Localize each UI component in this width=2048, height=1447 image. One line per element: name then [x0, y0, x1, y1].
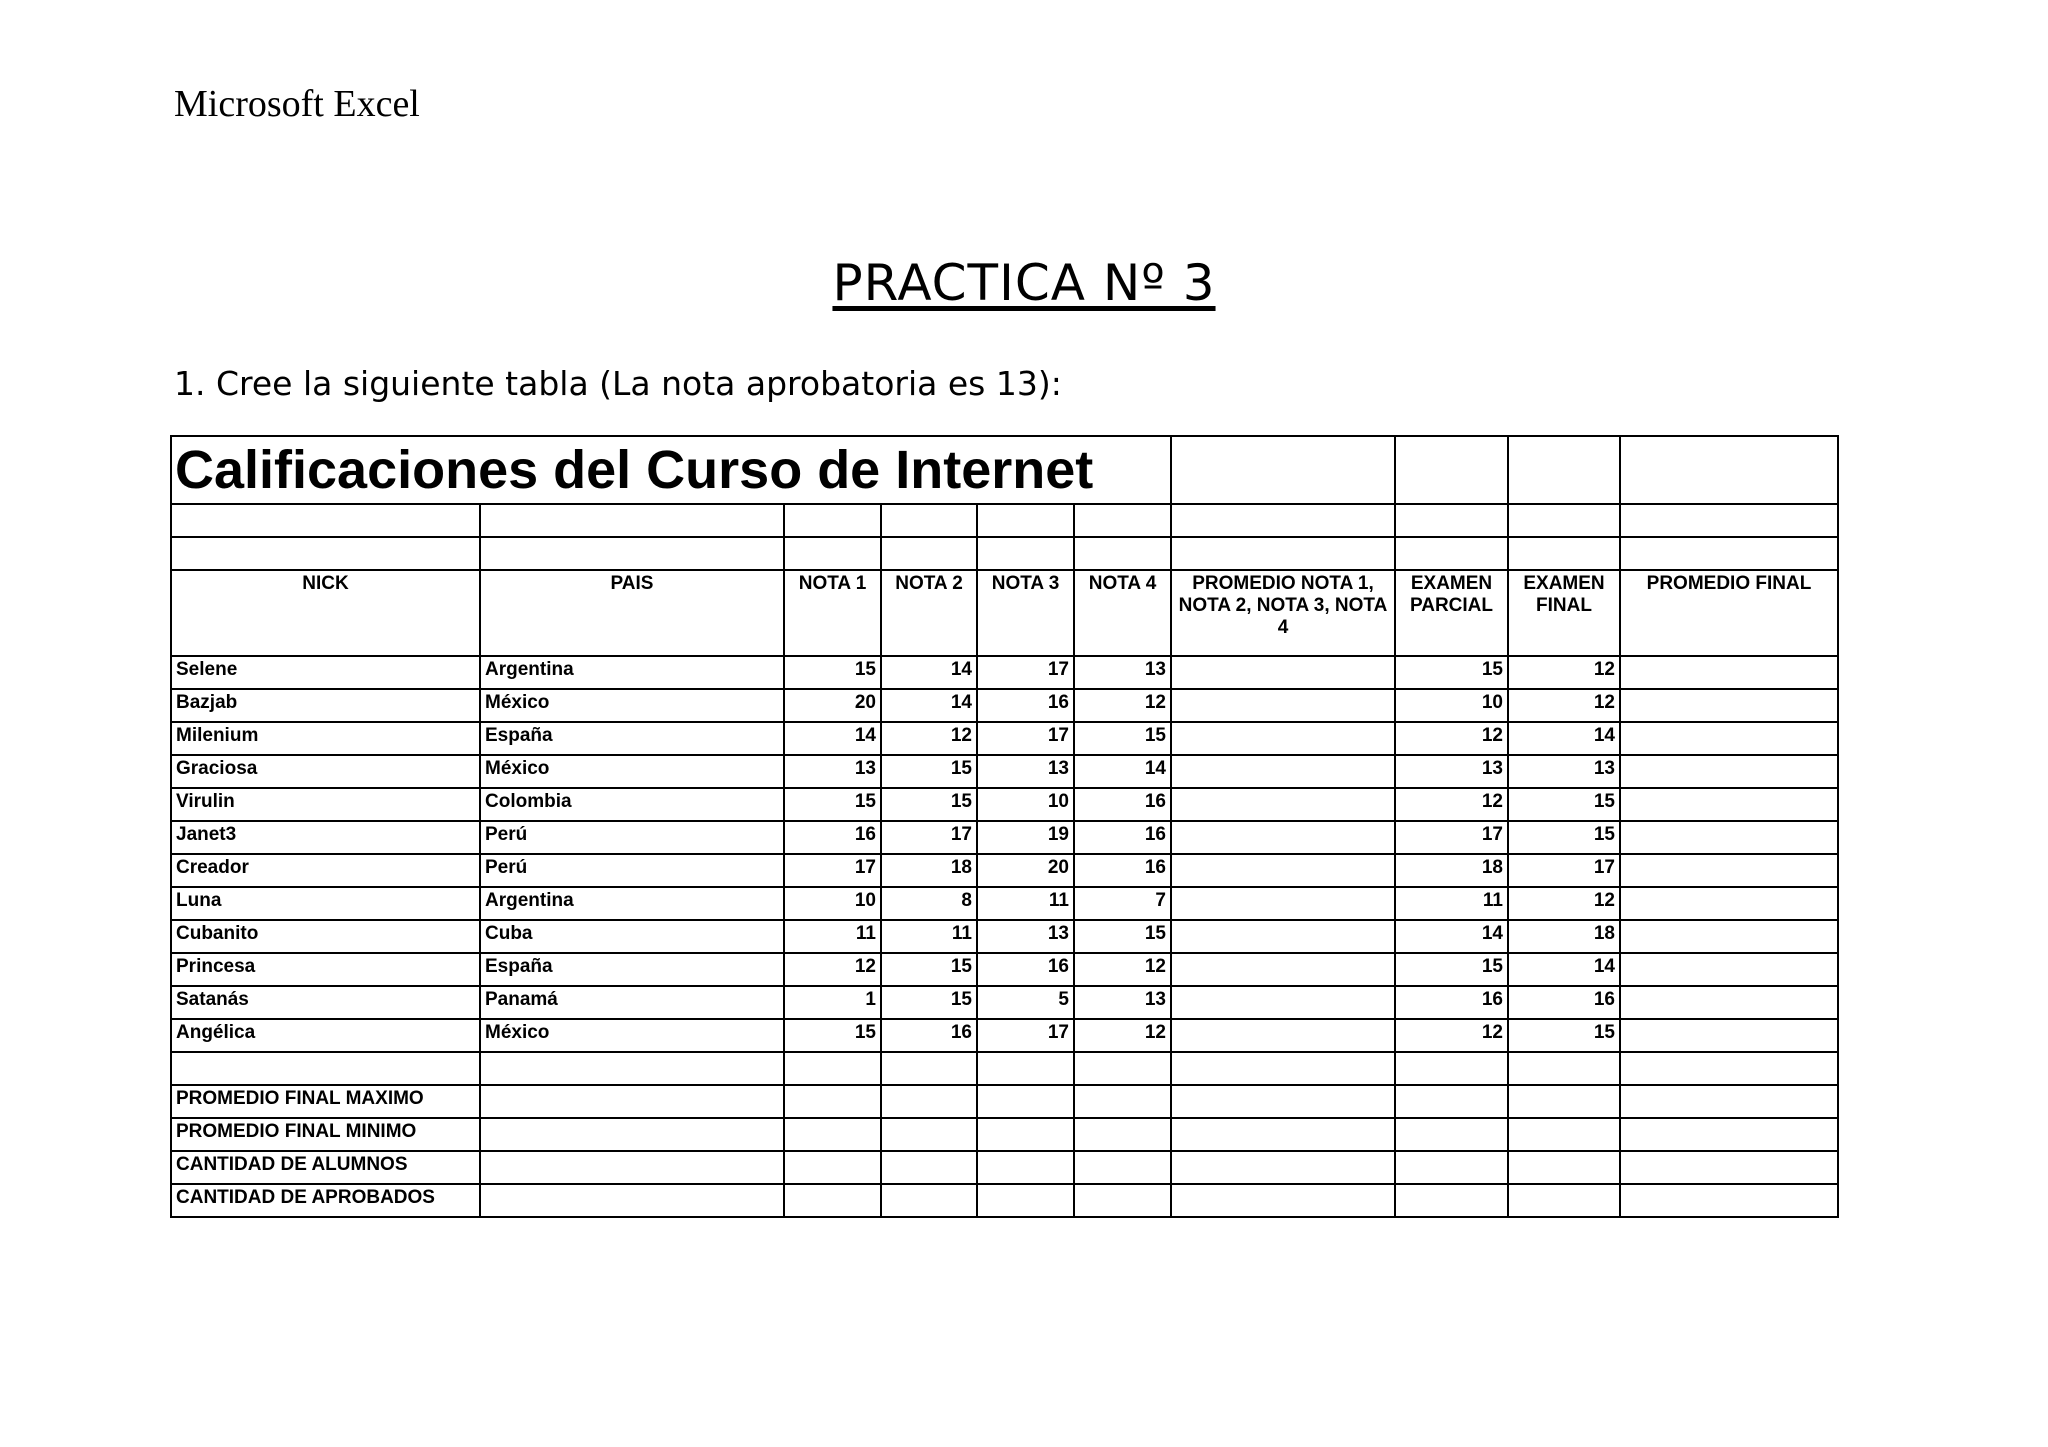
table-row	[171, 1019, 1838, 1052]
cell-examen-final[interactable]: 17	[1508, 854, 1620, 887]
header-examen-final[interactable]: EXAMEN FINAL	[1508, 570, 1620, 656]
cell-examen-final[interactable]: 15	[1508, 821, 1620, 854]
summary-label[interactable]: CANTIDAD DE APROBADOS	[171, 1184, 480, 1217]
table-cell[interactable]	[1074, 504, 1171, 537]
cell-nota2[interactable]: 15	[881, 755, 977, 788]
cell-nota2[interactable]: 15	[881, 953, 977, 986]
table-cell[interactable]	[1508, 1184, 1620, 1217]
header-nick[interactable]: NICK	[171, 570, 480, 656]
cell-promedio-notas[interactable]	[1171, 953, 1395, 986]
table-cell[interactable]	[1171, 1184, 1395, 1217]
table-cell[interactable]	[1171, 1052, 1395, 1085]
table-cell[interactable]	[1171, 1118, 1395, 1151]
table-row	[171, 854, 1838, 887]
cell-pais[interactable]: Colombia	[480, 788, 784, 821]
table-cell[interactable]	[1395, 1085, 1508, 1118]
table-cell[interactable]	[480, 1151, 784, 1184]
cell-nota3[interactable]: 16	[977, 689, 1074, 722]
table-cell[interactable]	[1508, 537, 1620, 570]
cell-nota3[interactable]: 13	[977, 920, 1074, 953]
table-cell[interactable]	[1171, 537, 1395, 570]
cell-pais[interactable]: Panamá	[480, 986, 784, 1019]
cell-nota2[interactable]: 17	[881, 821, 977, 854]
cell-nota4[interactable]: 16	[1074, 788, 1171, 821]
cell-examen-parcial[interactable]: 12	[1395, 1019, 1508, 1052]
cell-nota4[interactable]: 13	[1074, 986, 1171, 1019]
table-cell[interactable]	[784, 504, 881, 537]
cell-nota4[interactable]: 12	[1074, 689, 1171, 722]
table-cell[interactable]	[881, 1085, 977, 1118]
cell-nota3[interactable]: 16	[977, 953, 1074, 986]
table-cell[interactable]	[881, 1184, 977, 1217]
cell-examen-final[interactable]: 14	[1508, 722, 1620, 755]
summary-row	[171, 1184, 1838, 1217]
cell-examen-parcial[interactable]: 12	[1395, 722, 1508, 755]
cell-promedio-notas[interactable]	[1171, 854, 1395, 887]
table-cell[interactable]	[784, 1085, 881, 1118]
table-cell[interactable]	[1074, 1118, 1171, 1151]
cell-pais[interactable]: Cuba	[480, 920, 784, 953]
cell-nota4[interactable]: 7	[1074, 887, 1171, 920]
cell-nick[interactable]: Janet3	[171, 821, 480, 854]
table-cell[interactable]	[977, 537, 1074, 570]
table-cell[interactable]	[977, 1151, 1074, 1184]
table-row	[171, 755, 1838, 788]
table-cell[interactable]	[1508, 1052, 1620, 1085]
cell-nota3[interactable]: 5	[977, 986, 1074, 1019]
table-cell[interactable]	[480, 1052, 784, 1085]
cell-promedio-final[interactable]	[1620, 920, 1838, 953]
cell-nota1[interactable]: 15	[784, 1019, 881, 1052]
cell-examen-parcial[interactable]: 10	[1395, 689, 1508, 722]
cell-pais[interactable]: España	[480, 953, 784, 986]
table-cell[interactable]	[1395, 1118, 1508, 1151]
cell-nick[interactable]: Bazjab	[171, 689, 480, 722]
table-cell[interactable]	[1171, 436, 1395, 504]
table-cell[interactable]	[1395, 1184, 1508, 1217]
header-examen-parcial[interactable]: EXAMEN PARCIAL	[1395, 570, 1508, 656]
table-cell[interactable]	[480, 504, 784, 537]
cell-pais[interactable]: México	[480, 755, 784, 788]
cell-examen-parcial[interactable]: 17	[1395, 821, 1508, 854]
cell-examen-final[interactable]: 15	[1508, 1019, 1620, 1052]
cell-nota4[interactable]: 16	[1074, 821, 1171, 854]
table-cell[interactable]	[1395, 436, 1508, 504]
cell-examen-final[interactable]: 13	[1508, 755, 1620, 788]
cell-promedio-notas[interactable]	[1171, 920, 1395, 953]
empty-row	[171, 537, 1838, 570]
table-row	[171, 821, 1838, 854]
cell-nota4[interactable]: 12	[1074, 1019, 1171, 1052]
cell-promedio-final[interactable]	[1620, 854, 1838, 887]
table-title[interactable]: Calificaciones del Curso de Internet	[171, 436, 1171, 504]
cell-nota1[interactable]: 15	[784, 788, 881, 821]
cell-nota1[interactable]: 16	[784, 821, 881, 854]
cell-promedio-final[interactable]	[1620, 986, 1838, 1019]
cell-examen-parcial[interactable]: 18	[1395, 854, 1508, 887]
cell-nota4[interactable]: 12	[1074, 953, 1171, 986]
table-cell[interactable]	[1620, 537, 1838, 570]
cell-promedio-final[interactable]	[1620, 722, 1838, 755]
header-nota1[interactable]: NOTA 1	[784, 570, 881, 656]
cell-examen-parcial[interactable]: 11	[1395, 887, 1508, 920]
cell-nota3[interactable]: 17	[977, 656, 1074, 689]
cell-nota4[interactable]: 16	[1074, 854, 1171, 887]
table-cell[interactable]	[1395, 1151, 1508, 1184]
table-row	[171, 656, 1838, 689]
cell-nick[interactable]: Virulin	[171, 788, 480, 821]
table-cell[interactable]	[1395, 537, 1508, 570]
cell-promedio-notas[interactable]	[1171, 788, 1395, 821]
instruction-text: 1. Cree la siguiente tabla (La nota aprobatoria es 13):	[174, 364, 1062, 403]
cell-nota1[interactable]: 1	[784, 986, 881, 1019]
table-cell[interactable]	[881, 537, 977, 570]
table-cell[interactable]	[1508, 1118, 1620, 1151]
cell-nota4[interactable]: 14	[1074, 755, 1171, 788]
cell-pais[interactable]: México	[480, 1019, 784, 1052]
table-cell[interactable]	[1620, 1118, 1838, 1151]
cell-nota1[interactable]: 14	[784, 722, 881, 755]
table-cell[interactable]	[171, 504, 480, 537]
table-cell[interactable]	[1620, 1052, 1838, 1085]
table-cell[interactable]	[480, 537, 784, 570]
header-nota3[interactable]: NOTA 3	[977, 570, 1074, 656]
cell-promedio-final[interactable]	[1620, 755, 1838, 788]
table-cell[interactable]	[1074, 1151, 1171, 1184]
table-cell[interactable]	[171, 1052, 480, 1085]
table-cell[interactable]	[881, 504, 977, 537]
cell-nick[interactable]: Luna	[171, 887, 480, 920]
cell-promedio-notas[interactable]	[1171, 656, 1395, 689]
table-cell[interactable]	[1620, 1085, 1838, 1118]
table-cell[interactable]	[1074, 1184, 1171, 1217]
table-cell[interactable]	[1620, 1151, 1838, 1184]
cell-nota1[interactable]: 20	[784, 689, 881, 722]
cell-pais[interactable]: Argentina	[480, 887, 784, 920]
summary-row	[171, 1118, 1838, 1151]
empty-row	[171, 1052, 1838, 1085]
table-cell[interactable]	[784, 537, 881, 570]
summary-label[interactable]: PROMEDIO FINAL MINIMO	[171, 1118, 480, 1151]
empty-row	[171, 504, 1838, 537]
cell-promedio-notas[interactable]	[1171, 755, 1395, 788]
table-cell[interactable]	[1620, 436, 1838, 504]
cell-nota3[interactable]: 11	[977, 887, 1074, 920]
table-row	[171, 722, 1838, 755]
cell-nota1[interactable]: 11	[784, 920, 881, 953]
header-promedio-final[interactable]: PROMEDIO FINAL	[1620, 570, 1838, 656]
table-cell[interactable]	[1171, 504, 1395, 537]
cell-nick[interactable]: Satanás	[171, 986, 480, 1019]
document-header: Microsoft Excel	[174, 83, 420, 125]
cell-nick[interactable]: Creador	[171, 854, 480, 887]
practice-title: PRACTICA Nº 3	[832, 254, 1216, 312]
table-cell[interactable]	[1508, 436, 1620, 504]
cell-nota1[interactable]: 15	[784, 656, 881, 689]
cell-examen-final[interactable]: 12	[1508, 656, 1620, 689]
cell-promedio-final[interactable]	[1620, 656, 1838, 689]
cell-examen-parcial[interactable]: 14	[1395, 920, 1508, 953]
table-title-row	[171, 436, 1838, 504]
table-cell[interactable]	[1508, 1151, 1620, 1184]
cell-nota2[interactable]: 15	[881, 788, 977, 821]
cell-promedio-notas[interactable]	[1171, 1019, 1395, 1052]
cell-pais[interactable]: España	[480, 722, 784, 755]
cell-nota4[interactable]: 15	[1074, 920, 1171, 953]
table-cell[interactable]	[1074, 1085, 1171, 1118]
grades-table	[170, 435, 1839, 1218]
table-cell[interactable]	[977, 1184, 1074, 1217]
cell-nota4[interactable]: 13	[1074, 656, 1171, 689]
cell-promedio-final[interactable]	[1620, 953, 1838, 986]
table-cell[interactable]	[784, 1184, 881, 1217]
table-row	[171, 887, 1838, 920]
table-row	[171, 986, 1838, 1019]
cell-examen-final[interactable]: 14	[1508, 953, 1620, 986]
cell-examen-parcial[interactable]: 13	[1395, 755, 1508, 788]
table-row	[171, 689, 1838, 722]
summary-label[interactable]: PROMEDIO FINAL MAXIMO	[171, 1085, 480, 1118]
table-cell[interactable]	[784, 1052, 881, 1085]
cell-promedio-notas[interactable]	[1171, 986, 1395, 1019]
cell-nota4[interactable]: 15	[1074, 722, 1171, 755]
cell-nota3[interactable]: 13	[977, 755, 1074, 788]
cell-nota3[interactable]: 19	[977, 821, 1074, 854]
table-cell[interactable]	[1171, 1151, 1395, 1184]
cell-examen-final[interactable]: 16	[1508, 986, 1620, 1019]
table-cell[interactable]	[784, 1151, 881, 1184]
cell-nota1[interactable]: 10	[784, 887, 881, 920]
table-row	[171, 953, 1838, 986]
cell-promedio-notas[interactable]	[1171, 722, 1395, 755]
cell-examen-parcial[interactable]: 12	[1395, 788, 1508, 821]
cell-pais[interactable]: Perú	[480, 821, 784, 854]
cell-nota2[interactable]: 8	[881, 887, 977, 920]
cell-examen-final[interactable]: 12	[1508, 689, 1620, 722]
table-cell[interactable]	[881, 1151, 977, 1184]
cell-examen-parcial[interactable]: 15	[1395, 656, 1508, 689]
table-cell[interactable]	[480, 1085, 784, 1118]
cell-nota2[interactable]: 14	[881, 656, 977, 689]
table-cell[interactable]	[977, 1085, 1074, 1118]
cell-nota2[interactable]: 12	[881, 722, 977, 755]
cell-nick[interactable]: Selene	[171, 656, 480, 689]
table-cell[interactable]	[1074, 1052, 1171, 1085]
table-cell[interactable]	[1171, 1085, 1395, 1118]
cell-nota2[interactable]: 15	[881, 986, 977, 1019]
cell-examen-parcial[interactable]: 16	[1395, 986, 1508, 1019]
table-cell[interactable]	[977, 504, 1074, 537]
table-cell[interactable]	[1508, 1085, 1620, 1118]
table-cell[interactable]	[881, 1118, 977, 1151]
cell-nota2[interactable]: 16	[881, 1019, 977, 1052]
table-cell[interactable]	[784, 1118, 881, 1151]
cell-nota1[interactable]: 12	[784, 953, 881, 986]
cell-nick[interactable]: Cubanito	[171, 920, 480, 953]
table-cell[interactable]	[1508, 504, 1620, 537]
cell-nick[interactable]: Graciosa	[171, 755, 480, 788]
header-pais[interactable]: PAIS	[480, 570, 784, 656]
cell-promedio-final[interactable]	[1620, 887, 1838, 920]
cell-nota2[interactable]: 18	[881, 854, 977, 887]
cell-nick[interactable]: Milenium	[171, 722, 480, 755]
cell-pais[interactable]: México	[480, 689, 784, 722]
cell-examen-final[interactable]: 12	[1508, 887, 1620, 920]
header-promedio-notas[interactable]: PROMEDIO NOTA 1, NOTA 2, NOTA 3, NOTA 4	[1171, 570, 1395, 656]
table-cell[interactable]	[977, 1052, 1074, 1085]
table-cell[interactable]	[480, 1184, 784, 1217]
table-cell[interactable]	[1395, 504, 1508, 537]
summary-label[interactable]: CANTIDAD DE ALUMNOS	[171, 1151, 480, 1184]
table-cell[interactable]	[1620, 1184, 1838, 1217]
cell-nota3[interactable]: 17	[977, 1019, 1074, 1052]
table-cell[interactable]	[171, 537, 480, 570]
cell-nota1[interactable]: 17	[784, 854, 881, 887]
column-header-row	[171, 570, 1838, 656]
table-cell[interactable]	[480, 1118, 784, 1151]
cell-promedio-notas[interactable]	[1171, 887, 1395, 920]
cell-nota2[interactable]: 11	[881, 920, 977, 953]
summary-row	[171, 1085, 1838, 1118]
cell-examen-parcial[interactable]: 15	[1395, 953, 1508, 986]
cell-nota3[interactable]: 17	[977, 722, 1074, 755]
cell-nick[interactable]: Angélica	[171, 1019, 480, 1052]
cell-examen-final[interactable]: 18	[1508, 920, 1620, 953]
table-cell[interactable]	[1074, 537, 1171, 570]
table-row	[171, 920, 1838, 953]
table-row	[171, 788, 1838, 821]
cell-examen-final[interactable]: 15	[1508, 788, 1620, 821]
cell-promedio-final[interactable]	[1620, 689, 1838, 722]
cell-pais[interactable]: Perú	[480, 854, 784, 887]
cell-promedio-final[interactable]	[1620, 788, 1838, 821]
table-cell[interactable]	[1395, 1052, 1508, 1085]
table-cell[interactable]	[1620, 504, 1838, 537]
header-nota4[interactable]: NOTA 4	[1074, 570, 1171, 656]
cell-nota2[interactable]: 14	[881, 689, 977, 722]
table-cell[interactable]	[881, 1052, 977, 1085]
cell-promedio-final[interactable]	[1620, 821, 1838, 854]
cell-pais[interactable]: Argentina	[480, 656, 784, 689]
cell-nota3[interactable]: 10	[977, 788, 1074, 821]
summary-row	[171, 1151, 1838, 1184]
cell-promedio-final[interactable]	[1620, 1019, 1838, 1052]
cell-nota1[interactable]: 13	[784, 755, 881, 788]
cell-nota3[interactable]: 20	[977, 854, 1074, 887]
table-cell[interactable]	[977, 1118, 1074, 1151]
cell-nick[interactable]: Princesa	[171, 953, 480, 986]
cell-promedio-notas[interactable]	[1171, 821, 1395, 854]
header-nota2[interactable]: NOTA 2	[881, 570, 977, 656]
cell-promedio-notas[interactable]	[1171, 689, 1395, 722]
